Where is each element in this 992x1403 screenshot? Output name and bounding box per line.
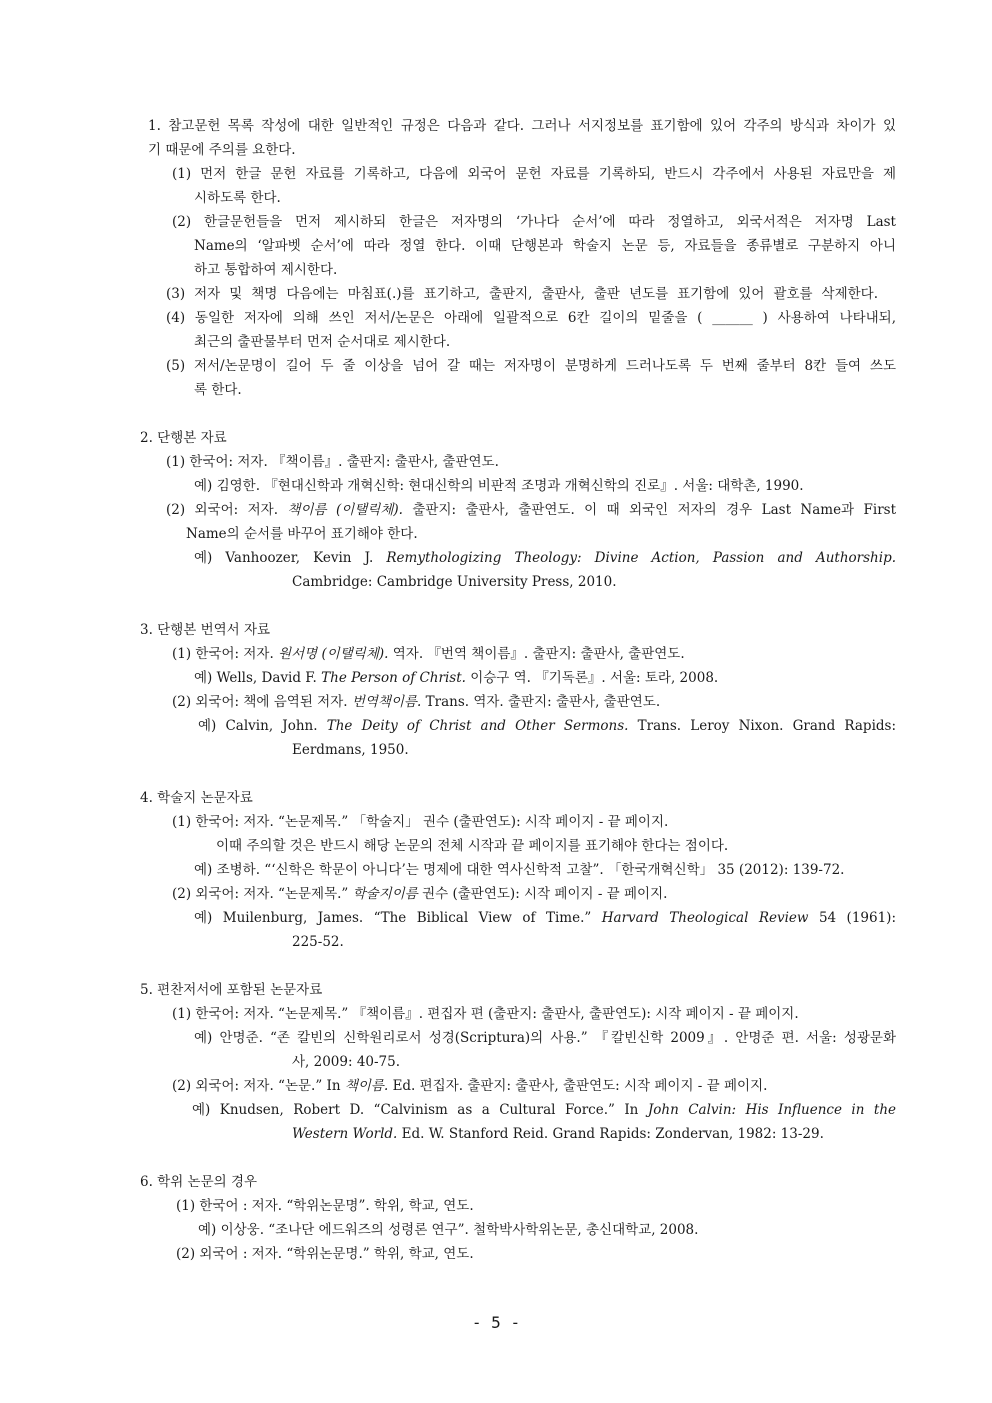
s3-fex-italic: The Deity of Christ and Other Sermons. <box>326 718 629 734</box>
s4-foreign-example <box>194 908 896 928</box>
s6-korean-format: (1) 한국어 : 저자. “학위논문명”. 학위, 학교, 연도. <box>176 1198 474 1214</box>
s4-korean-format: (1) 한국어: 저자. “논문제목.” 「학술지」 권수 (출판연도): 시작 페이지 - 끝 페이지. <box>172 814 669 830</box>
s4-korean-example: 예) 조병하. “‘신학은 학문이 아니다’는 명제에 대한 역사신학적 고찰”. 「한국개혁신학」 35 (2012): 139-72. <box>194 862 845 878</box>
s2-f2: 출판지: 출판사, 출판연도. 이 때 외국인 저자의 경우 Last Name과 First <box>412 502 897 518</box>
s2-f1: (2) 외국어: 저자. <box>166 502 278 518</box>
s4-foreign-format <box>172 884 667 904</box>
s4-f1: (2) 외국어: 저자. “논문제목.” <box>172 886 349 902</box>
s5-f-italic: 책이름. <box>344 1078 389 1094</box>
s1-rule-2: (2) 한글문헌들을 먼저 제시하되 한글은 저자명의 ‘가나다 순서’에 따라 정열하고, 외국서적은 저자명 Last <box>172 214 896 230</box>
s6-foreign-format: (2) 외국어 : 저자. “학위논문명.” 학위, 학교, 연도. <box>176 1246 474 1262</box>
s1-rule-2-cont: Name의 ‘알파벳 순서’에 따라 정열 한다. 이때 단행본과 학술지 논문 등, 자료들을 종류별로 구분하지 아니 <box>194 238 896 254</box>
s4-f-italic: 학술지이름 <box>352 886 418 902</box>
s5-foreign-example-cont <box>292 1124 824 1144</box>
s1-rule-5: (5) 저서/논문명이 길어 두 줄 이상을 넘어 갈 때는 저자명이 분명하게 드러나도록 두 번째 줄부터 8칸 들여 쓰도 <box>166 358 896 374</box>
s3-kex2: 이승구 역. 『기독론』. 서울: 토라, 2008. <box>470 670 719 686</box>
s4-foreign-example-cont: 225-52. <box>292 934 344 950</box>
s5-fex-italic-1: John Calvin: His Influence in the <box>647 1102 897 1118</box>
s3-foreign-example-cont: Eerdmans, 1950. <box>292 742 409 758</box>
s1-rule-4: (4) 동일한 저자에 의해 쓰인 저서/논문은 아래에 일괄적으로 6칸 길이의 밑줄을 ( ______ ) 사용하여 나타내되, <box>166 310 896 326</box>
s2-korean-example: 예) 김영한. 『현대신학과 개혁신학: 현대신학의 비판적 조명과 개혁신학의 진로』. 서울: 대학촌, 1990. <box>194 478 804 494</box>
s5-korean-example-cont: 사, 2009: 40-75. <box>292 1054 401 1070</box>
s2-heading: 2. 단행본 자료 <box>140 430 227 446</box>
s4-fex1: 예) Muilenburg, James. “The Biblical View of Time.” <box>194 910 592 926</box>
s3-heading: 3. 단행본 번역서 자료 <box>140 622 271 638</box>
s5-f2: Ed. 편집자. 출판지: 출판사, 출판연도: 시작 페이지 - 끝 페이지. <box>392 1078 768 1094</box>
page-number: - 5 - <box>471 1313 521 1332</box>
s2-foreign-format-cont: Name의 순서를 바꾸어 표기해야 한다. <box>186 526 418 542</box>
s3-f-italic: 번역책이름. <box>351 694 422 710</box>
s5-foreign-example <box>192 1100 896 1120</box>
s1-rule-4-cont: 최근의 출판물부터 먼저 순서대로 제시한다. <box>194 334 451 350</box>
s3-foreign-format <box>172 692 660 712</box>
s2-foreign-format <box>166 500 896 520</box>
s5-fex-italic-2: Western World. <box>292 1126 398 1142</box>
s2-fex1: 예) Vanhoozer, Kevin J. <box>194 550 374 566</box>
s3-f2: Trans. 역자. 출판지: 출판사, 출판연도. <box>425 694 661 710</box>
s3-kex-italic: The Person of Christ. <box>321 670 466 686</box>
s2-foreign-example-cont: Cambridge: Cambridge University Press, 2010. <box>292 574 617 590</box>
s3-k2: 역자. 『번역 책이름』. 출판지: 출판사, 출판연도. <box>392 646 685 662</box>
s5-korean-example: 예) 안명준. “존 칼빈의 신학원리로서 성경(Scriptura)의 사용.” 『칼빈신학 2009』. 안명준 편. 서울: 성광문화 <box>194 1030 896 1046</box>
s3-foreign-example <box>198 716 896 736</box>
s4-fex-italic: Harvard Theological Review <box>601 910 809 926</box>
s2-korean-format: (1) 한국어: 저자. 『책이름』. 출판지: 출판사, 출판연도. <box>166 454 499 470</box>
s2-foreign-example <box>194 548 896 568</box>
s1-rule-2-cont2: 하고 통합하여 제시한다. <box>194 262 338 278</box>
s5-foreign-format <box>172 1076 767 1096</box>
s5-fex2: Ed. W. Stanford Reid. Grand Rapids: Zondervan, 1982: 13-29. <box>401 1126 824 1142</box>
s1-rule-1-cont: 시하도록 한다. <box>194 190 281 206</box>
s2-f-italic: 책이름 (이탤릭체). <box>287 502 403 518</box>
s3-kex1: 예) Wells, David F. <box>194 670 317 686</box>
s3-k-italic: 원서명 (이탤릭체). <box>278 646 389 662</box>
s4-f2: 권수 (출판연도): 시작 페이지 - 끝 페이지. <box>422 886 668 902</box>
s5-korean-format: (1) 한국어: 저자. “논문제목.” 『책이름』. 편집자 편 (출판지: 출판사, 출판연도): 시작 페이지 - 끝 페이지. <box>172 1006 799 1022</box>
s4-korean-note: 이때 주의할 것은 반드시 해당 논문의 전체 시작과 끝 페이지를 표기해야 한다는 점이다. <box>216 838 729 854</box>
s5-f1: (2) 외국어: 저자. “논문.” In <box>172 1078 341 1094</box>
s5-heading: 5. 편찬저서에 포함된 논문자료 <box>140 982 323 998</box>
s5-fex1: 예) Knudsen, Robert D. “Calvinism as a Cultural Force.” In <box>192 1102 639 1118</box>
s1-rule-5-cont: 록 한다. <box>194 382 242 398</box>
s2-fex-italic: Remythologizing Theology: Divine Action, Passion and Authorship. <box>386 550 896 566</box>
s6-korean-example: 예) 이상웅. “조나단 에드워즈의 성령론 연구”. 철학박사학위논문, 총신대학교, 2008. <box>198 1222 699 1238</box>
s6-heading: 6. 학위 논문의 경우 <box>140 1174 258 1190</box>
s1-line-2: 기 때문에 주의를 요한다. <box>148 142 296 158</box>
s4-fex2: 54 (1961): <box>818 910 896 926</box>
s4-heading: 4. 학술지 논문자료 <box>140 790 253 806</box>
s3-korean-format <box>172 644 685 664</box>
s3-fex2: Trans. Leroy Nixon. Grand Rapids: <box>637 718 897 734</box>
s3-k1: (1) 한국어: 저자. <box>172 646 274 662</box>
s3-fex1: 예) Calvin, John. <box>198 718 318 734</box>
s3-korean-example <box>194 668 718 688</box>
s1-rule-3: (3) 저자 및 책명 다음에는 마침표(.)를 표기하고, 출판지, 출판사, 출판 년도를 표기함에 있어 괄호를 삭제한다. <box>166 286 878 302</box>
s1-line-1: 1. 참고문헌 목록 작성에 대한 일반적인 규정은 다음과 같다. 그러나 서지정보를 표기함에 있어 각주의 방식과 차이가 있 <box>148 118 896 134</box>
s1-rule-1: (1) 먼저 한글 문헌 자료를 기록하고, 다음에 외국어 문헌 자료를 기록하되, 반드시 각주에서 사용된 자료만을 제 <box>172 166 896 182</box>
s3-f1: (2) 외국어: 책에 음역된 저자. <box>172 694 348 710</box>
